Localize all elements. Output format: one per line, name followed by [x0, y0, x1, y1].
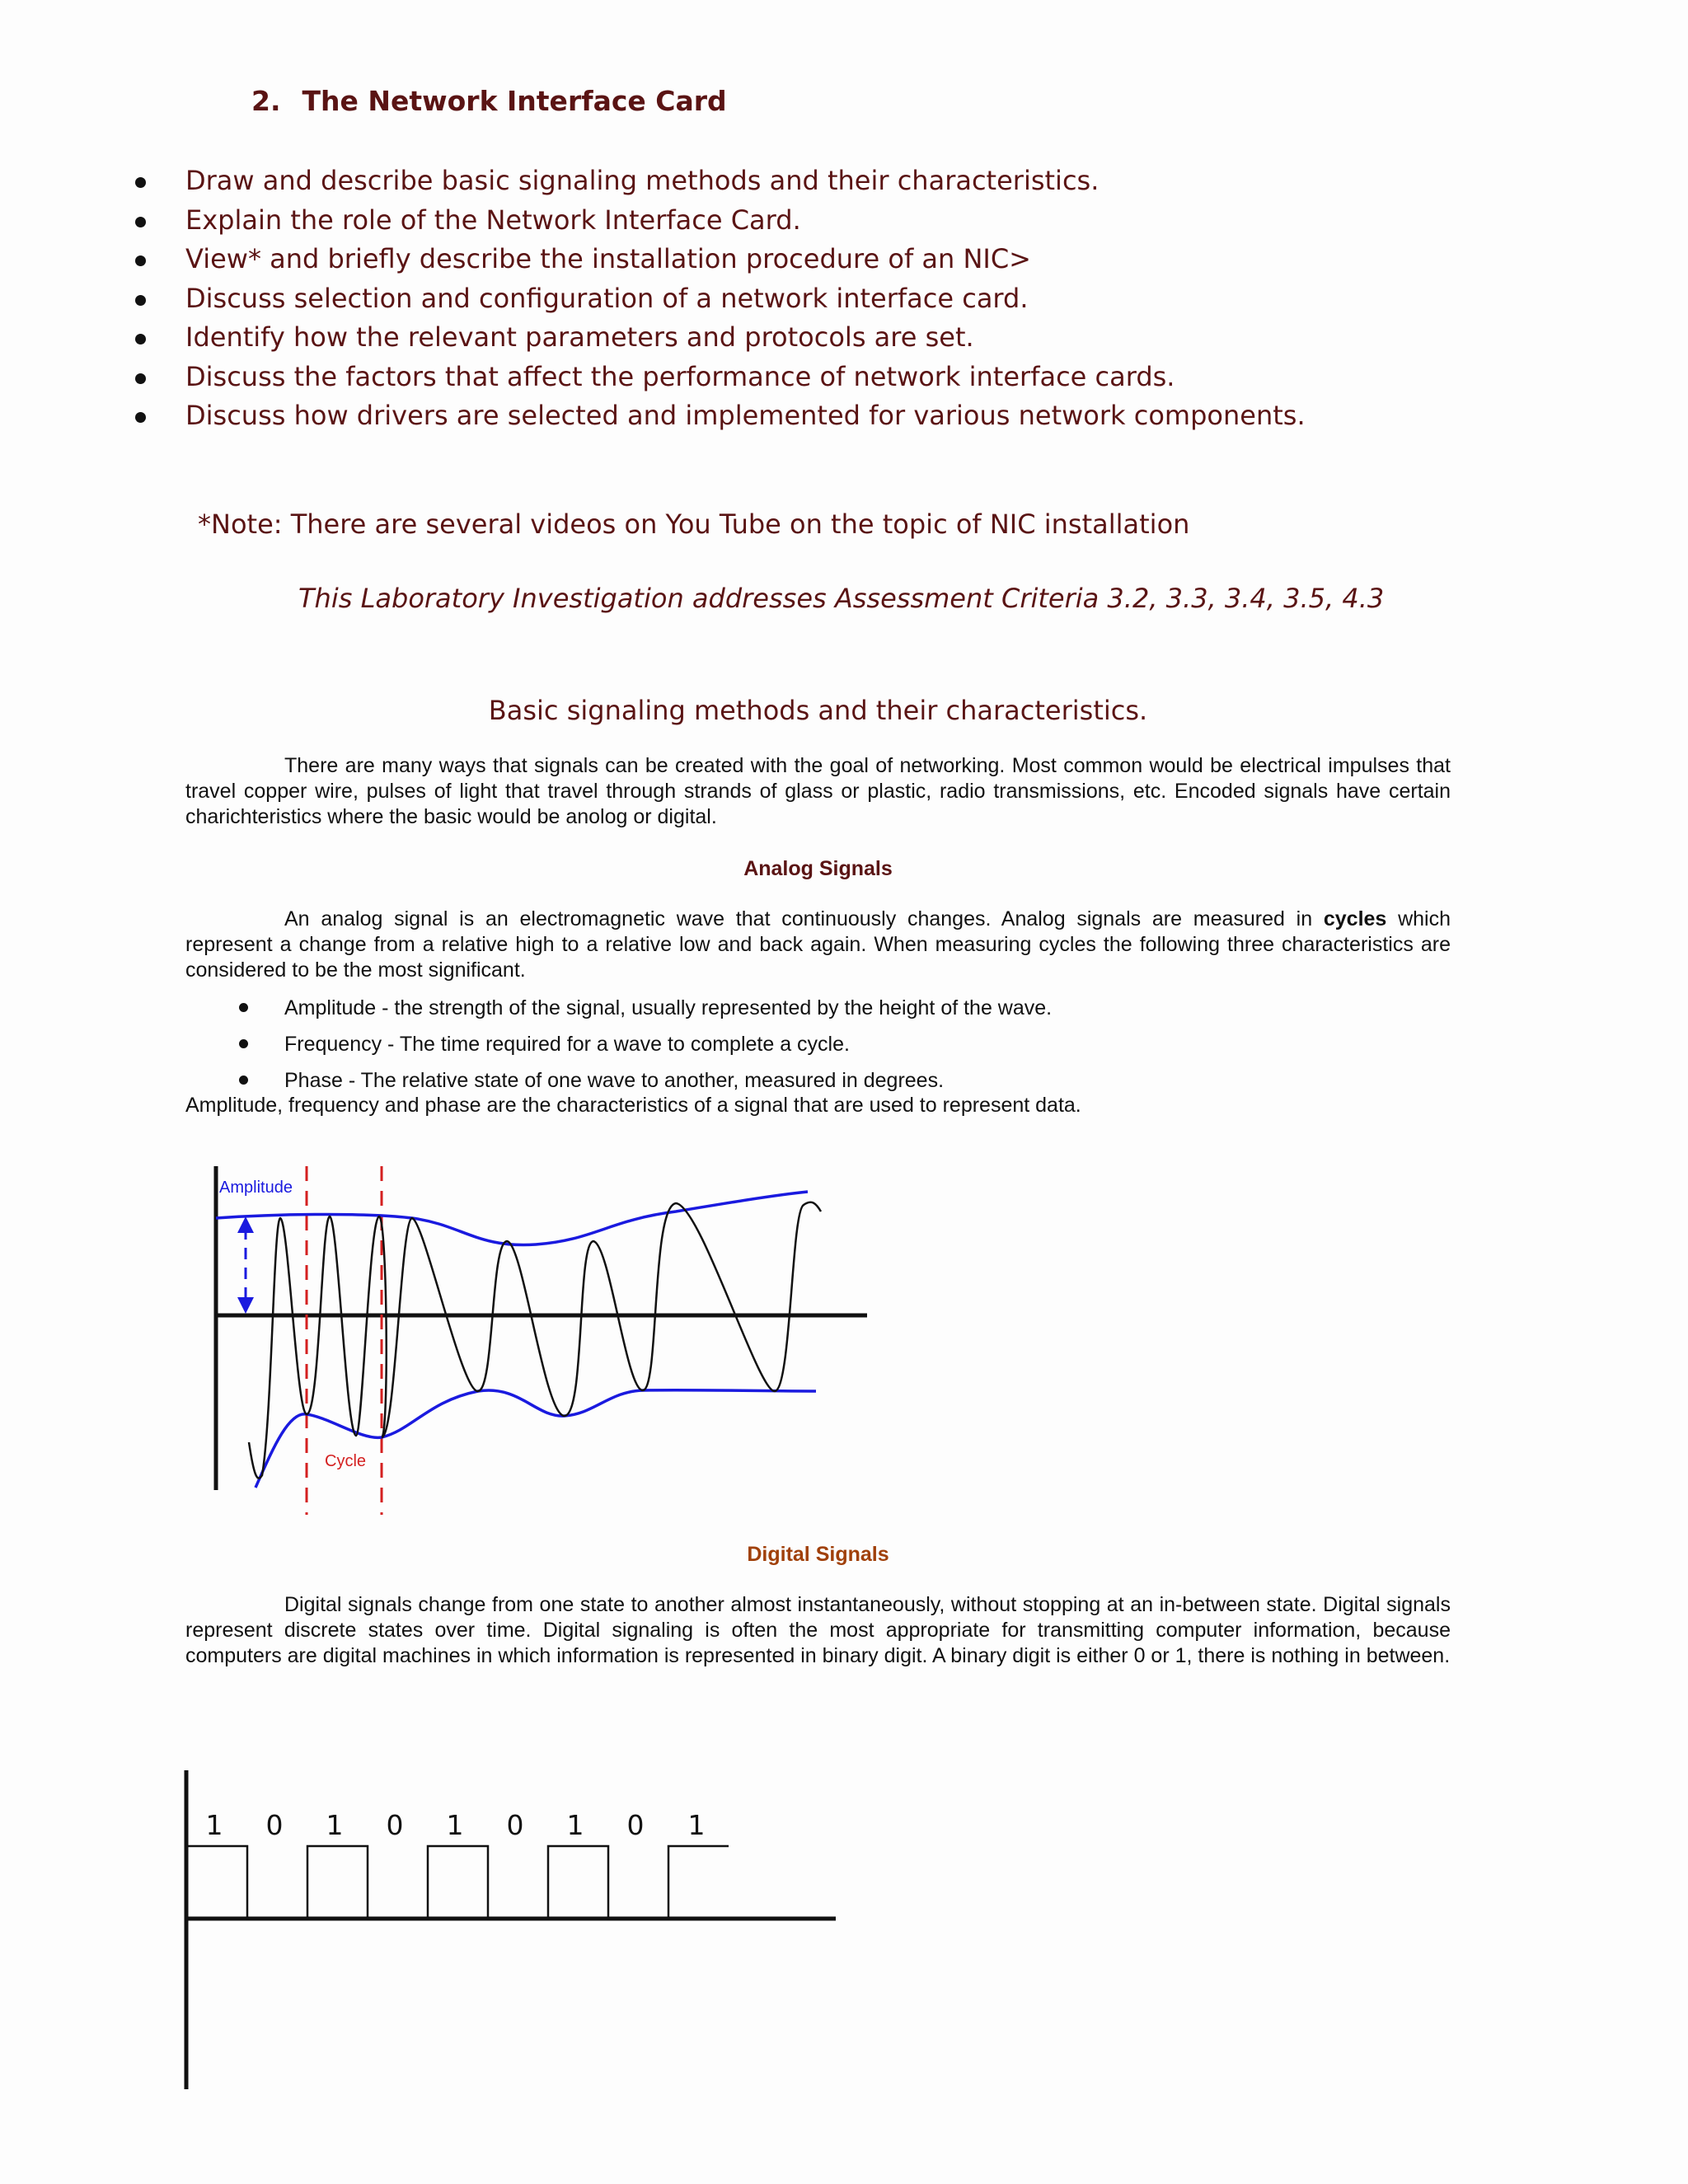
digital-paragraph-text: Digital signals change from one state to another almost instantaneously, without stopping at an in-between state. Digital signals represent discrete states over time. Digital signaling is often the most appropriate for transmitting computer information, because computers are digital machines in which information is represented in binary digit. A binary digit is either 0 or 1, there is nothing in between.	[185, 1593, 1451, 1667]
cycles-term: cycles	[1323, 907, 1387, 930]
bit-label: 1	[446, 1809, 464, 1841]
square-wave	[186, 1846, 729, 1919]
section-number: 2.	[251, 85, 281, 117]
analog-paragraph-text-end: which represent a change from a relative high to a relative low and back again. When measuring cycles the following three characteristics are considered to be the most significant.	[185, 907, 1451, 982]
bit-label: 0	[265, 1809, 284, 1841]
list-item: Explain the role of the Network Interface Card.	[132, 201, 1533, 241]
bit-label: 0	[506, 1809, 524, 1841]
digital-signals-heading: Digital Signals	[747, 1543, 889, 1566]
list-item: Amplitude - the strength of the signal, usually represented by the height of the wave.	[185, 990, 1451, 1026]
section-title-text: The Network Interface Card	[302, 85, 727, 117]
bit-label: 1	[687, 1809, 706, 1841]
bit-label: 0	[626, 1809, 645, 1841]
intro-paragraph-text: There are many ways that signals can be created with the goal of networking. Most common would be electrical impulses that travel copper wire, pulses of light that travel through strands of glass or plastic, radio transmissions, etc. Encoded signals have certain charichteristics where the basic would be anolog or digital.	[185, 754, 1451, 828]
digital-paragraph	[185, 1592, 1451, 1669]
installation-note: *Note: There are several videos on You Tube on the topic of NIC installation	[198, 509, 1190, 540]
list-item: Discuss the factors that affect the performance of network interface cards.	[132, 358, 1533, 397]
assessment-criteria: This Laboratory Investigation addresses Assessment Criteria 3.2, 3.3, 3.4, 3.5, 4.3	[298, 583, 1385, 614]
analog-paragraph	[185, 907, 1451, 983]
list-item: Discuss selection and configuration of a network interface card.	[132, 279, 1533, 319]
list-item: Frequency - The time required for a wave to complete a cycle.	[185, 1026, 1451, 1062]
objectives-list	[132, 162, 1533, 436]
list-item: Draw and describe basic signaling methods and their characteristics.	[132, 162, 1533, 201]
analog-signals-heading: Analog Signals	[743, 857, 893, 880]
list-item: Discuss how drivers are selected and implemented for various network components.	[132, 396, 1533, 436]
cycle-label: Cycle	[325, 1452, 367, 1470]
bit-label: 0	[386, 1809, 404, 1841]
bit-label: 1	[566, 1809, 584, 1841]
list-item: View* and briefly describe the installation procedure of an NIC>	[132, 240, 1533, 279]
bit-label: 1	[205, 1809, 223, 1841]
list-item: Phase - The relative state of one wave to another, measured in degrees.	[185, 1062, 1451, 1099]
amplitude-arrow-up-icon	[237, 1216, 254, 1233]
characteristics-list	[185, 990, 1451, 1099]
analog-waveform	[249, 1202, 821, 1479]
upper-envelope	[216, 1192, 808, 1245]
list-item: Identify how the relevant parameters and protocols are set.	[132, 318, 1533, 358]
intro-paragraph	[185, 753, 1451, 830]
amplitude-label: Amplitude	[219, 1179, 293, 1197]
page-title	[251, 85, 727, 117]
characteristics-summary: Amplitude, frequency and phase are the characteristics of a signal that are used to represent data.	[185, 1094, 1081, 1117]
bit-label: 1	[326, 1809, 344, 1841]
signaling-section-title: Basic signaling methods and their characteristics.	[488, 695, 1148, 726]
lower-envelope	[256, 1390, 816, 1488]
analog-paragraph-text: An analog signal is an electromagnetic wave that continuously changes. Analog signals are measured in	[284, 907, 1324, 930]
amplitude-arrow-down-icon	[237, 1297, 254, 1314]
